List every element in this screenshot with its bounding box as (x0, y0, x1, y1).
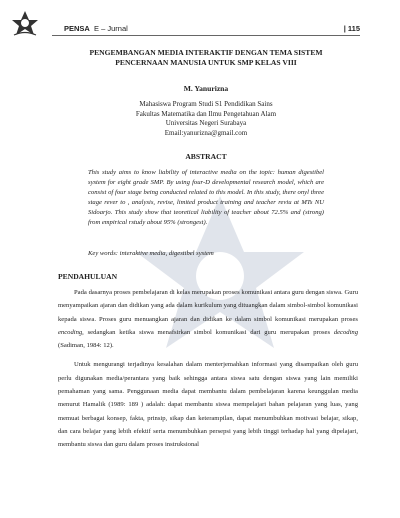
section-body (58, 286, 358, 458)
paper-title: PENGEMBANGAN MEDIA INTERAKTIF DENGAN TEMA SISTEM PENCERNAAN MANUSIA UNTUK SMP KELAS VIII (89, 48, 323, 67)
abstract-heading: ABSTRACT (185, 152, 227, 161)
page-header (0, 0, 400, 44)
page-number: | 115 (343, 24, 360, 33)
abstract-text: This study aims to know liability of interactive media on the topic: human digestibel system for eight grade SMP. By using four-D developmental research model, which are consist of four stage being conducted related to this model. In this study, there onyl three stage rever to , analysis, revise, limited product training and teacher reviu at MTs NU Sidoarjo. This study show that teoretical liability of teacher about 72.5% and (strong) from empirical rstudy about 95% (strongest). (88, 169, 324, 226)
university-logo-icon (8, 8, 42, 38)
author-name: M. Yanurizna (183, 84, 229, 93)
journal-name: PENSA E – Jurnal (64, 24, 128, 33)
header-rule (52, 35, 360, 36)
affiliation: Mahasiswa Program Studi S1 Pendidikan Sains Fakultas Matematika dan Ilmu Pengetahuan Alam Universitas Negeri Surabaya Email:yanurizna@gmail.com (70, 100, 342, 138)
paragraph-1: Pada dasarnya proses pembelajaran di kelas merupakan proses komunikasi antara guru dengan siswa. Guru menyampaikan ajaran dan didikan yang ada dalam kurikulum yang dituangkan dalam simbol-simbol komunikasi kepada siswa. Proses guru menuangkan ajaran dan didikan ke dalam simbol komunikasi merupakan proses encoding, sedangkan ketika siswa menafsirkan simbol komunikasi dari guru merupakan proses decoding (Sadiman, 1984: 12). (58, 289, 358, 350)
keywords: Key words: interaktive media, digestibel system (88, 250, 214, 257)
author-email: Email:yanurizna@gmail.com (164, 128, 248, 137)
section-heading: PENDAHULUAN (58, 272, 118, 281)
paragraph-2: Untuk mengurangi terjadinya kesalahan dalam menterjemahkan informasi yang disampaikan oleh guru perlu digunakan media/perantara yang baik sehingga antara siswa satu dengan siswa yang lain memiliki pemahaman yang sama. Penggunaan media dapat membantu dalam pembelajaran karena keunggulan media menurut Hamalik (1989: 189 ) adalah: dapat membantu siswa mempelajari bahan pelajaran yang luas, yang memuat berbagai konsep, fakta, prinsip, sikap dan keterampilan, dapat menumbuhkan motivasi belajar, sikap, dan cara belajar yang lebih efektif serta menumbuhkan persepsi yang lebih tinggi terhadap hal yang dipelajari, membantu siswa dan guru dalam proses instruksional (58, 361, 358, 449)
